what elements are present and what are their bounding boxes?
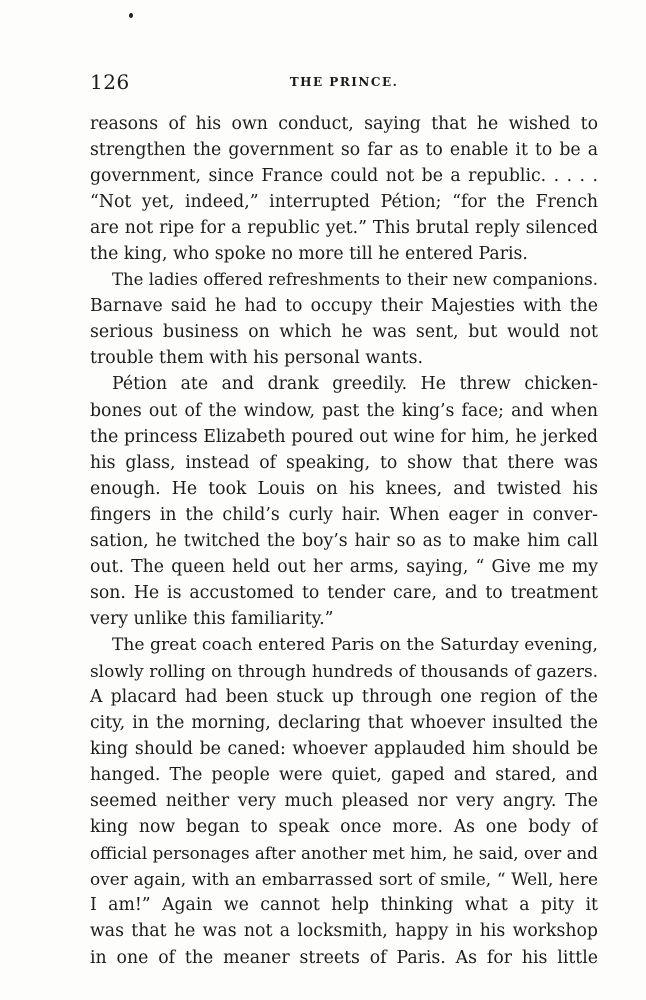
paragraph — [90, 371, 598, 631]
text-line: hanged. The people were quiet, gaped and stared, and — [90, 765, 598, 786]
text-line: king should be caned: whoever applauded him should be — [90, 739, 598, 760]
text-line: the king, who spoke no more till he entered Paris. — [90, 244, 528, 265]
text-line: the princess Elizabeth poured out wine for him, he jerked — [90, 426, 598, 447]
text-line: reasons of his own conduct, saying that he wished to — [90, 114, 598, 134]
text-line: in one of the meaner streets of Paris. As for his little — [90, 947, 598, 968]
text-line: Pétion ate and drank greedily. He threw chicken- — [112, 374, 598, 395]
text-line: out. The queen held out her arms, saying, “ Give me my — [90, 556, 598, 577]
text-line: slowly rolling on through hundreds of thousands of gazers. — [90, 660, 598, 681]
text-line: government, since France could not be a republic. . . . . — [90, 166, 598, 187]
text-line: enough. He took Louis on his knees, and twisted his — [90, 478, 598, 499]
text-line: over again, with an embarrassed sort of smile, “ Well, here — [90, 869, 598, 890]
text-line: “Not yet, indeed,” interrupted Pétion; “for the French — [90, 192, 598, 213]
text-line: I am!” Again we cannot help thinking what a pity it — [90, 895, 598, 916]
paragraph — [90, 267, 598, 371]
text-line: trouble them with his personal wants. — [90, 348, 423, 369]
text-line: seemed neither very much pleased nor very angry. The — [90, 791, 598, 812]
text-line: serious business on which he was sent, but would not — [90, 322, 598, 343]
text-line: very unlike this familiarity.” — [90, 608, 334, 629]
running-head: THE PRINCE. — [289, 75, 399, 89]
paragraph — [90, 111, 598, 267]
text-line: Barnave said he had to occupy their Majesties with the — [90, 296, 598, 317]
text-line: king now began to speak once more. As one body of — [90, 817, 598, 838]
text-line: son. He is accustomed to tender care, and to treatment — [90, 582, 598, 603]
text-line: A placard had been stuck up through one region of the — [90, 687, 598, 708]
text-line: was that he was not a locksmith, happy in his workshop — [90, 921, 598, 942]
text-line: The ladies offered refreshments to their new companions. — [112, 270, 598, 290]
text-line: bones out of the window, past the king’s face; and when — [90, 400, 598, 421]
text-line: strengthen the government so far as to enable it to be a — [90, 140, 598, 161]
text-line: fingers in the child’s curly hair. When eager in conver- — [90, 504, 598, 525]
text-line: are not ripe for a republic yet.” This brutal reply silenced — [90, 218, 598, 239]
text-line: his glass, instead of speaking, to show that there was — [90, 452, 598, 473]
text-line: official personages after another met him, he said, over and — [90, 843, 598, 864]
body-text — [90, 111, 598, 971]
ink-speck — [129, 13, 133, 18]
page-header — [90, 70, 598, 100]
text-line: The great coach entered Paris on the Saturday evening, — [112, 634, 598, 655]
paragraph — [90, 632, 598, 971]
text-line: sation, he twitched the boy’s hair so as to make him call — [90, 530, 598, 551]
text-line: city, in the morning, declaring that whoever insulted the — [90, 713, 598, 734]
page-number: 126 — [90, 70, 130, 94]
